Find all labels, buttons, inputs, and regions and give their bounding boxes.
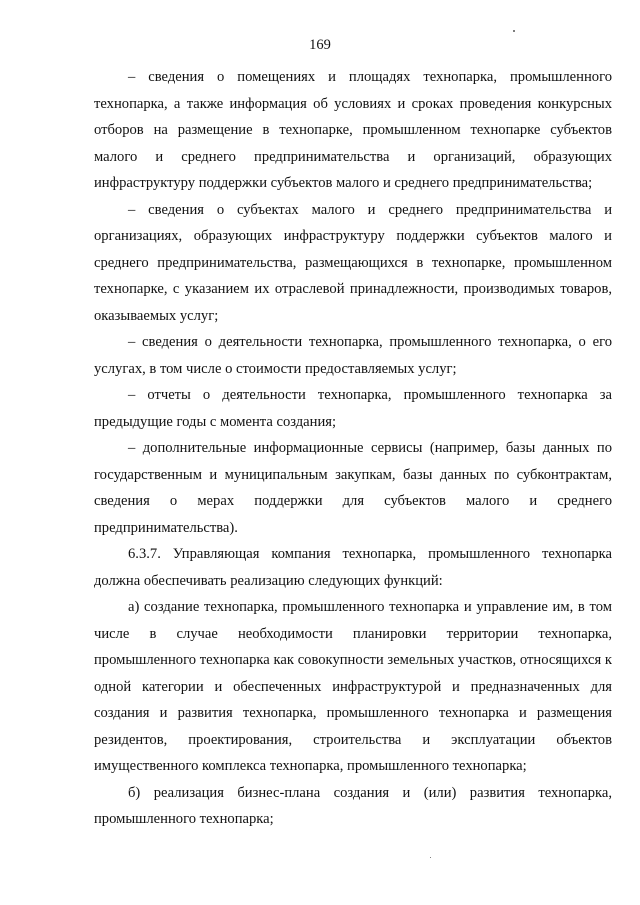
scan-speck (430, 857, 431, 858)
paragraph-item-a: а) создание технопарка, промышленного технопарка и управление им, в том числе в случае необходимости планировки территории технопарка, промышленного технопарка как совокупности земельных участков, относящихся к одной категории и обеспеченных инфраструктурой и предназначенных для создания и развития технопарка, промышленного технопарка и размещения резидентов, проектирования, строительства и эксплуатации объектов имущественного комплекса технопарка, промышленного технопарка; (94, 599, 612, 774)
paragraph-reports: – отчеты о деятельности технопарка, промышленного технопарка за предыдущие годы с момента создания; (94, 387, 612, 430)
document-body (94, 64, 612, 833)
paragraph-additional-services: – дополнительные информационные сервисы (например, базы данных по государственным и муниципальным закупкам, базы данных по субконтрактам, сведения о мерах поддержки для субъектов малого и среднего предпринимательства). (94, 440, 612, 536)
paragraph-activity-info: – сведения о деятельности технопарка, промышленного технопарка, о его услугах, в том числе о стоимости предоставляемых услуг; (94, 334, 612, 377)
paragraph-sme-info: – сведения о субъектах малого и среднего предпринимательства и организациях, образующих инфраструктуру поддержки субъектов малого и среднего предпринимательства, размещающихся в технопарке, промышленном технопарке, с указанием их отраслевой принадлежности, производимых товаров, оказываемых услуг; (94, 201, 612, 324)
paragraph-section-6-3-7: 6.3.7. Управляющая компания технопарка, промышленного технопарка должна обеспечивать реализацию следующих функций: (94, 546, 612, 589)
paragraph-premises-info: – сведения о помещениях и площадях технопарка, промышленного технопарка, а также информация об условиях и сроках проведения конкурсных отборов на размещение в технопарке, промышленном технопарке субъектов малого и среднего предпринимательства и организаций, образующих инфраструктуру поддержки субъектов малого и среднего предпринимательства; (94, 69, 612, 191)
paragraph-item-b: б) реализация бизнес-плана создания и (или) развития технопарка, промышленного технопарка; (94, 784, 612, 827)
scan-speck (513, 30, 515, 32)
page-number: 169 (309, 37, 331, 53)
